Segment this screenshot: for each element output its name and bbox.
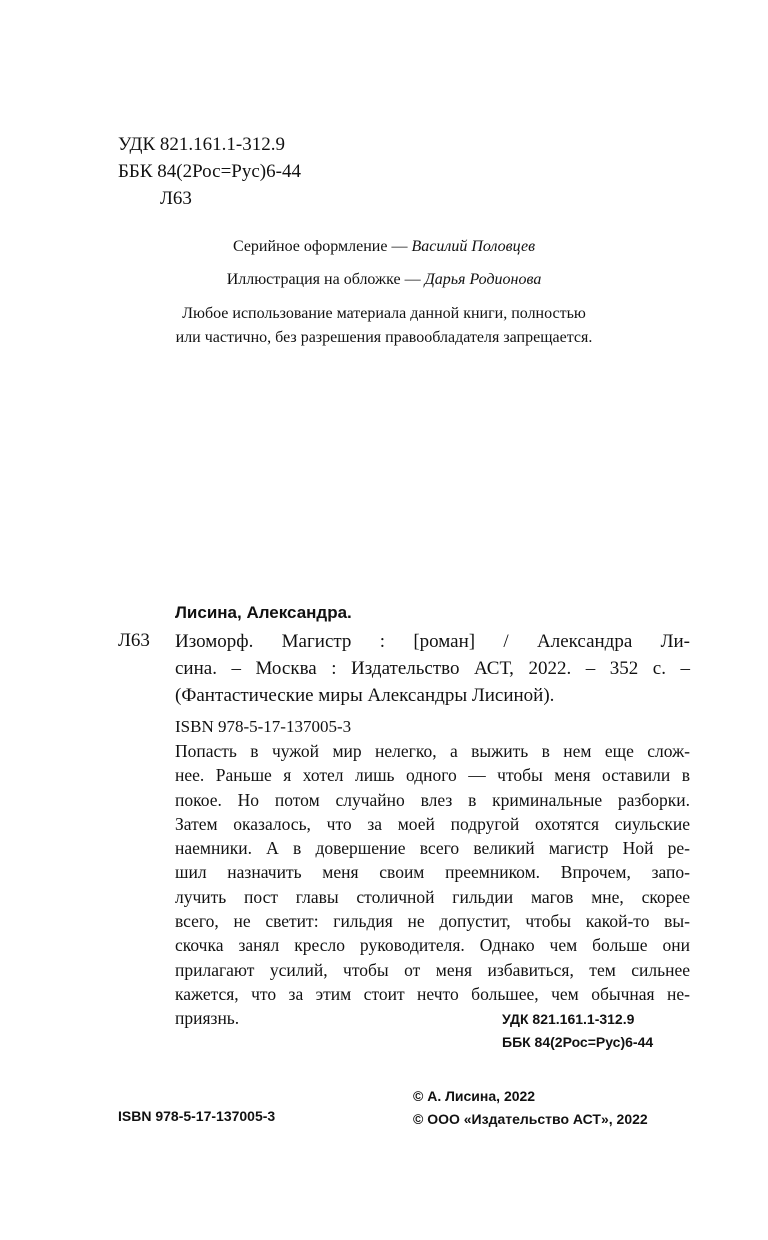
- copyright-author: © А. Лисина, 2022: [413, 1088, 536, 1104]
- entry-line: (Фантастические миры Александры Лисиной).: [175, 685, 555, 706]
- annotation-line: наемники. А в довершение всего великий магистр Ной ре-: [175, 838, 690, 859]
- top-classification-codes: [118, 131, 301, 212]
- annotation-line: всего, не светит: гильдия не допустит, чтобы какой-то вы-: [175, 911, 690, 932]
- annotation-line: Затем оказалось, что за моей подругой охотятся сиульские: [175, 813, 690, 834]
- cover-illustration-label: Иллюстрация на обложке —: [226, 271, 425, 288]
- copyright-block: [413, 1085, 648, 1131]
- annotation-line: шил назначить меня своим преемником. Впрочем, запо-: [175, 862, 690, 883]
- bottom-bbk-code: ББК 84(2Рос=Рус)6-44: [502, 1034, 654, 1050]
- bottom-udk-code: УДК 821.161.1-312.9: [502, 1011, 635, 1027]
- cover-illustration-credit: [0, 271, 768, 289]
- entry-line: сина. – Москва : Издательство АСТ, 2022. – 352 с. –: [175, 658, 690, 679]
- annotation-line: скочка занял кресло руководителя. Однако чем больше они: [175, 935, 690, 956]
- series-design-credit: [0, 238, 768, 256]
- copyright-publisher: © ООО «Издательство АСТ», 2022: [413, 1111, 648, 1127]
- series-design-name: Василий Половцев: [411, 238, 536, 255]
- series-design-label: Серийное оформление —: [232, 238, 412, 255]
- rights-notice-line: или частично, без разрешения правообладателя запрещается.: [175, 329, 593, 346]
- author-heading: Лисина, Александра.: [175, 603, 352, 622]
- catalog-author-mark: Л63: [118, 630, 150, 651]
- annotation-line: лучить пост главы столичной гильдии магов мне, скорее: [175, 886, 690, 907]
- annotation-line: Попасть в чужой мир нелегко, а выжить в нем еще слож-: [175, 741, 690, 761]
- rights-notice: [0, 302, 768, 350]
- bbk-code: ББК 84(2Рос=Рус)6-44: [118, 161, 301, 182]
- bottom-classification-codes: [502, 1008, 653, 1054]
- cover-illustration-name: Дарья Родионова: [424, 271, 542, 288]
- annotation-line: кажется, что за этим стоит нечто большее, чем обычная не-: [175, 983, 690, 1004]
- udk-code: УДК 821.161.1-312.9: [118, 134, 285, 155]
- annotation-line: прилагают усилий, чтобы от меня избавиться, тем сильнее: [175, 959, 690, 980]
- entry-line: Изоморф. Магистр : [роман] / Александра Ли-: [175, 631, 690, 652]
- catalog-isbn: ISBN 978-5-17-137005-3: [175, 717, 352, 736]
- annotation: [175, 739, 690, 1031]
- author-mark: Л63: [160, 188, 192, 209]
- rights-notice-line: Любое использование материала данной книги, полностью: [182, 305, 586, 322]
- annotation-line: покое. Но потом случайно влез в криминальные разборки.: [175, 789, 690, 810]
- annotation-line: нее. Раньше я хотел лишь одного — чтобы меня оставили в: [175, 765, 690, 786]
- bibliographic-entry: [175, 628, 690, 709]
- annotation-line: приязнь.: [175, 1008, 240, 1029]
- footer-isbn: ISBN 978-5-17-137005-3: [118, 1108, 276, 1124]
